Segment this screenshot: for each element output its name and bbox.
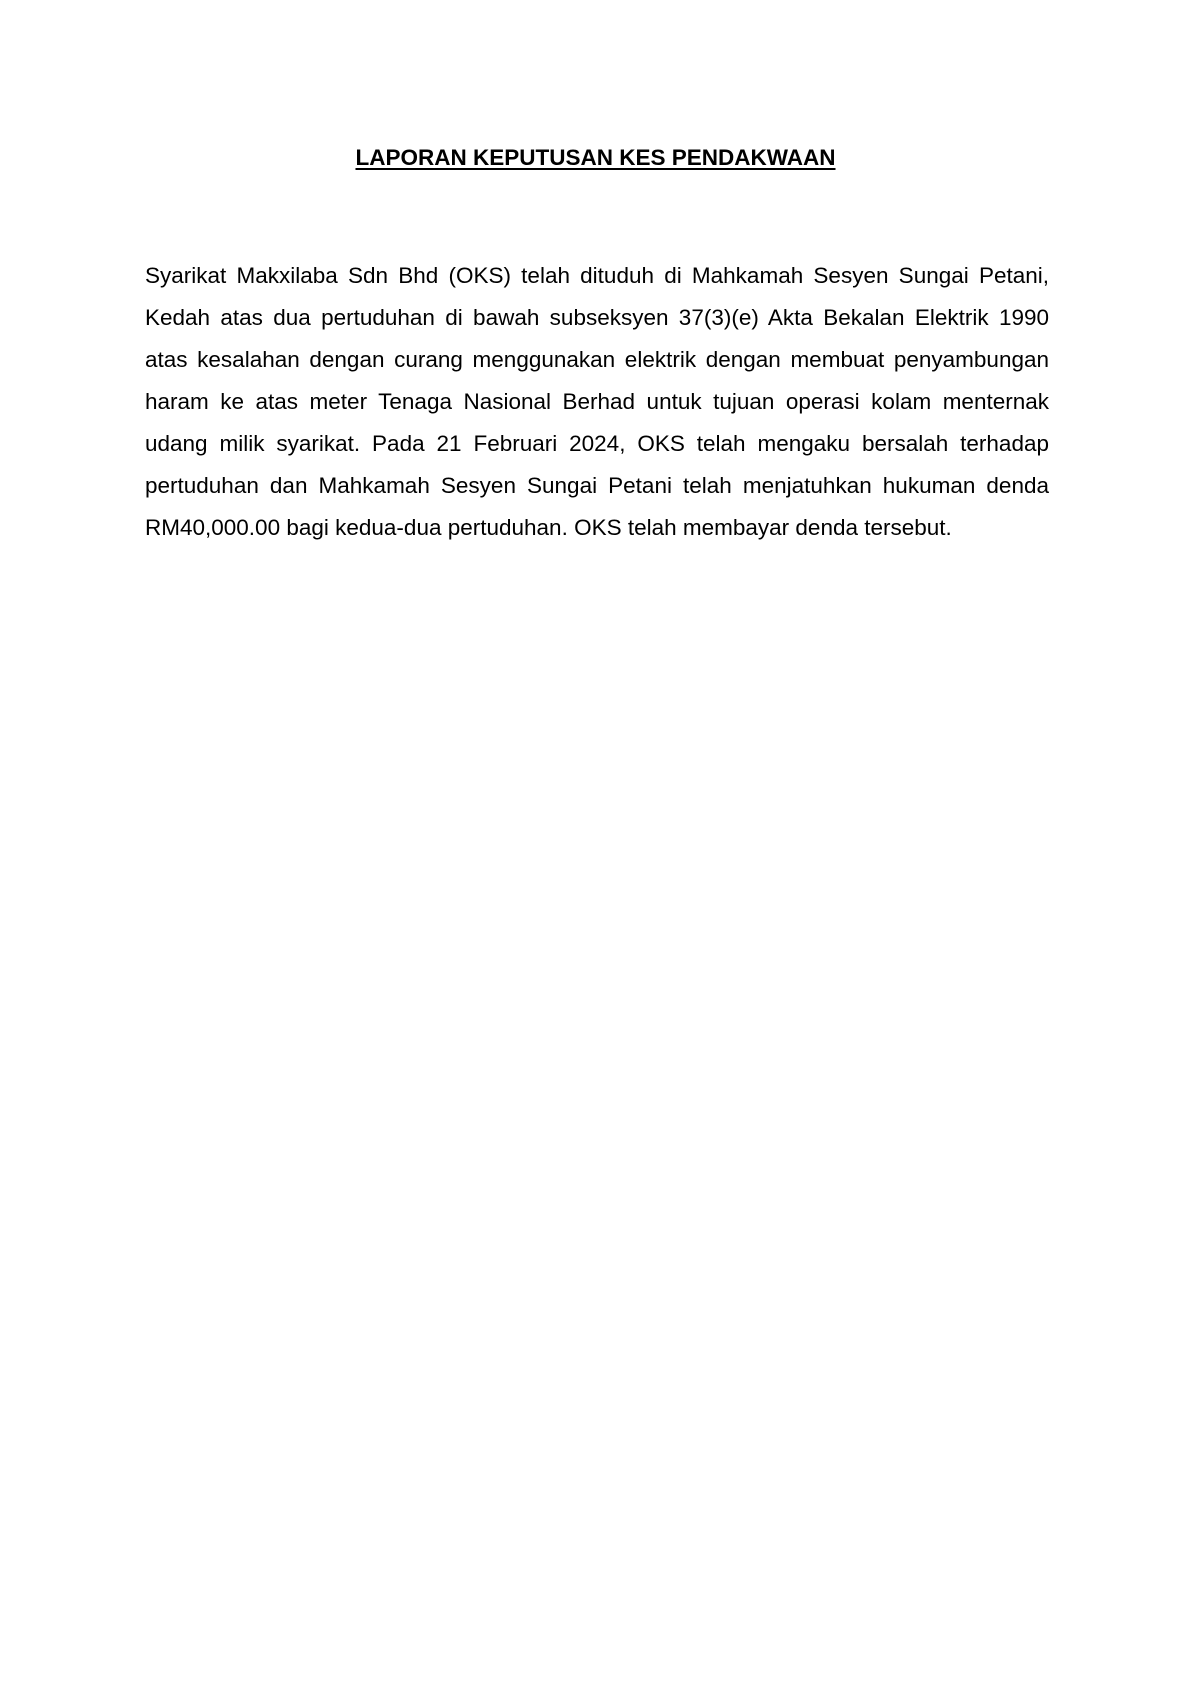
document-title: LAPORAN KEPUTUSAN KES PENDAKWAAN bbox=[355, 145, 836, 170]
case-decision-paragraph: Syarikat Makxilaba Sdn Bhd (OKS) telah dituduh di Mahkamah Sesyen Sungai Petani, Kedah atas dua pertuduhan di bawah subseksyen 37(3)(e) Akta Bekalan Elektrik 1990 atas kesalahan dengan curang menggunakan elektrik dengan membuat penyambungan haram ke atas meter Tenaga Nasional Berhad untuk tujuan operasi kolam menternak udang milik syarikat. Pada 21 Februari 2024, OKS telah mengaku bersalah terhadap pertuduhan dan Mahkamah Sesyen Sungai Petani telah menjatuhkan hukuman denda RM40,000.00 bagi kedua-dua pertuduhan. OKS telah membayar denda tersebut. bbox=[145, 263, 1049, 540]
